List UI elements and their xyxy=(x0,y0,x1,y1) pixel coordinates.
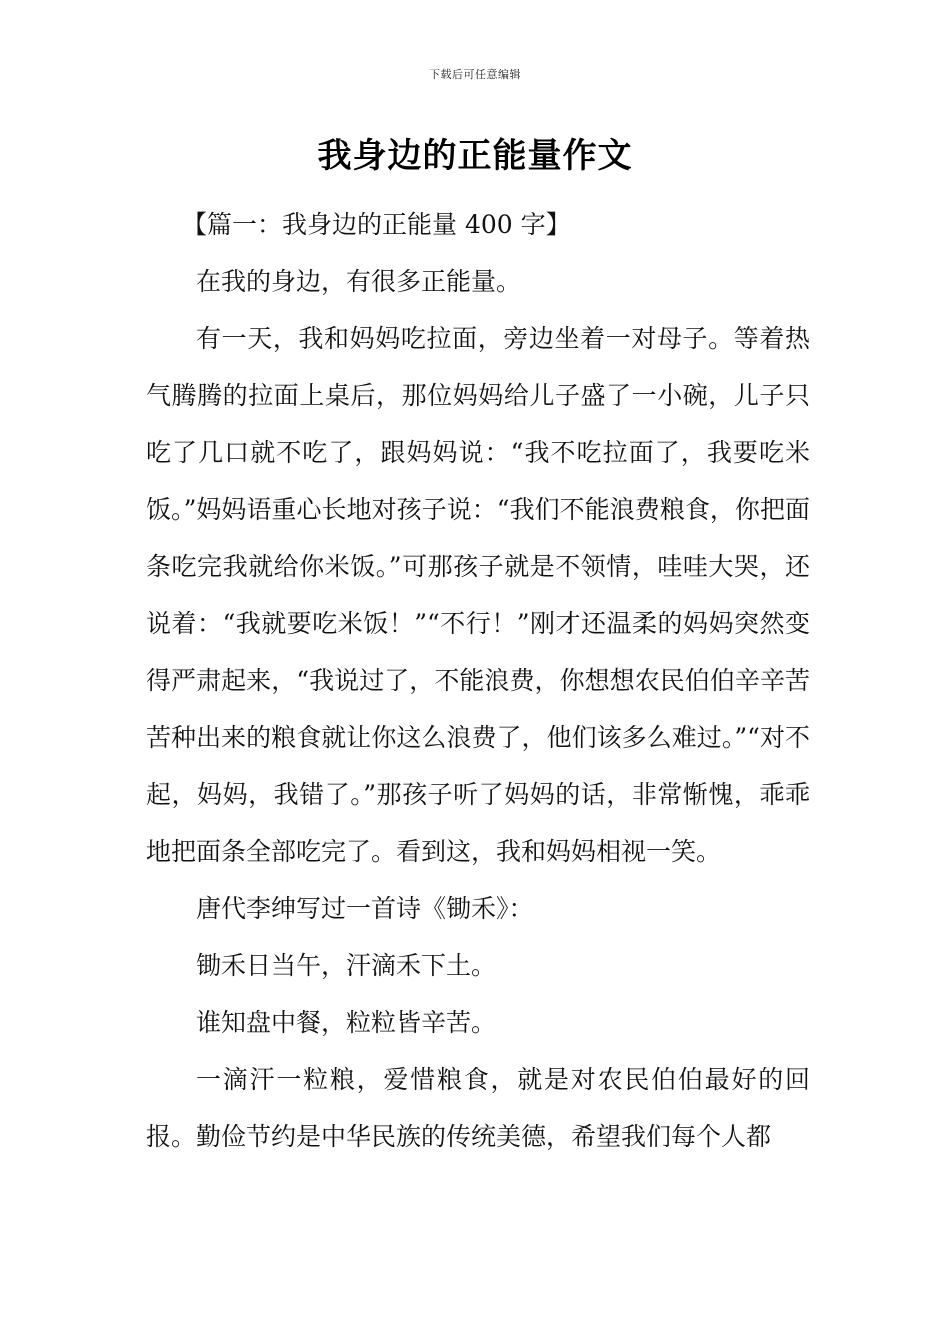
paragraph-conclusion: 一滴汗一粒粮，爱惜粮食，就是对农民伯伯最好的回报。勤俭节约是中华民族的传统美德，希望我们每个人都 xyxy=(146,1065,810,1151)
document-body xyxy=(146,196,810,1165)
page-header-note: 下载后可任意编辑 xyxy=(429,68,521,81)
section-heading: 【篇一：我身边的正能量 400 字】 xyxy=(182,210,571,239)
document-title: 我身边的正能量作文 xyxy=(317,136,633,176)
paragraph-poem-intro: 唐代李绅写过一首诗《锄禾》： xyxy=(196,894,534,923)
poem-line-1: 锄禾日当午，汗滴禾下土。 xyxy=(196,951,497,980)
paragraph-intro: 在我的身边，有很多正能量。 xyxy=(196,267,522,296)
paragraph-story: 有一天，我和妈妈吃拉面，旁边坐着一对母子。等着热气腾腾的拉面上桌后，那位妈妈给儿子盛了一小碗，儿子只吃了几口就不吃了，跟妈妈说：“我不吃拉面了，我要吃米饭。”妈妈语重心长地对孩子说：“我们不能浪费粮食，你把面条吃完我就给你米饭。”可那孩子就是不领情，哇哇大哭，还说着：“我就要吃米饭！”“不行！”刚才还温柔的妈妈突然变得严肃起来，“我说过了，不能浪费，你想想农民伯伯辛辛苦苦种出来的粮食就让你这么浪费了，他们该多么难过。”“对不起，妈妈，我错了。”那孩子听了妈妈的话，非常惭愧，乖乖地把面条全部吃完了。看到这，我和妈妈相视一笑。 xyxy=(146,324,810,866)
poem-line-2: 谁知盘中餐，粒粒皆辛苦。 xyxy=(196,1008,497,1037)
